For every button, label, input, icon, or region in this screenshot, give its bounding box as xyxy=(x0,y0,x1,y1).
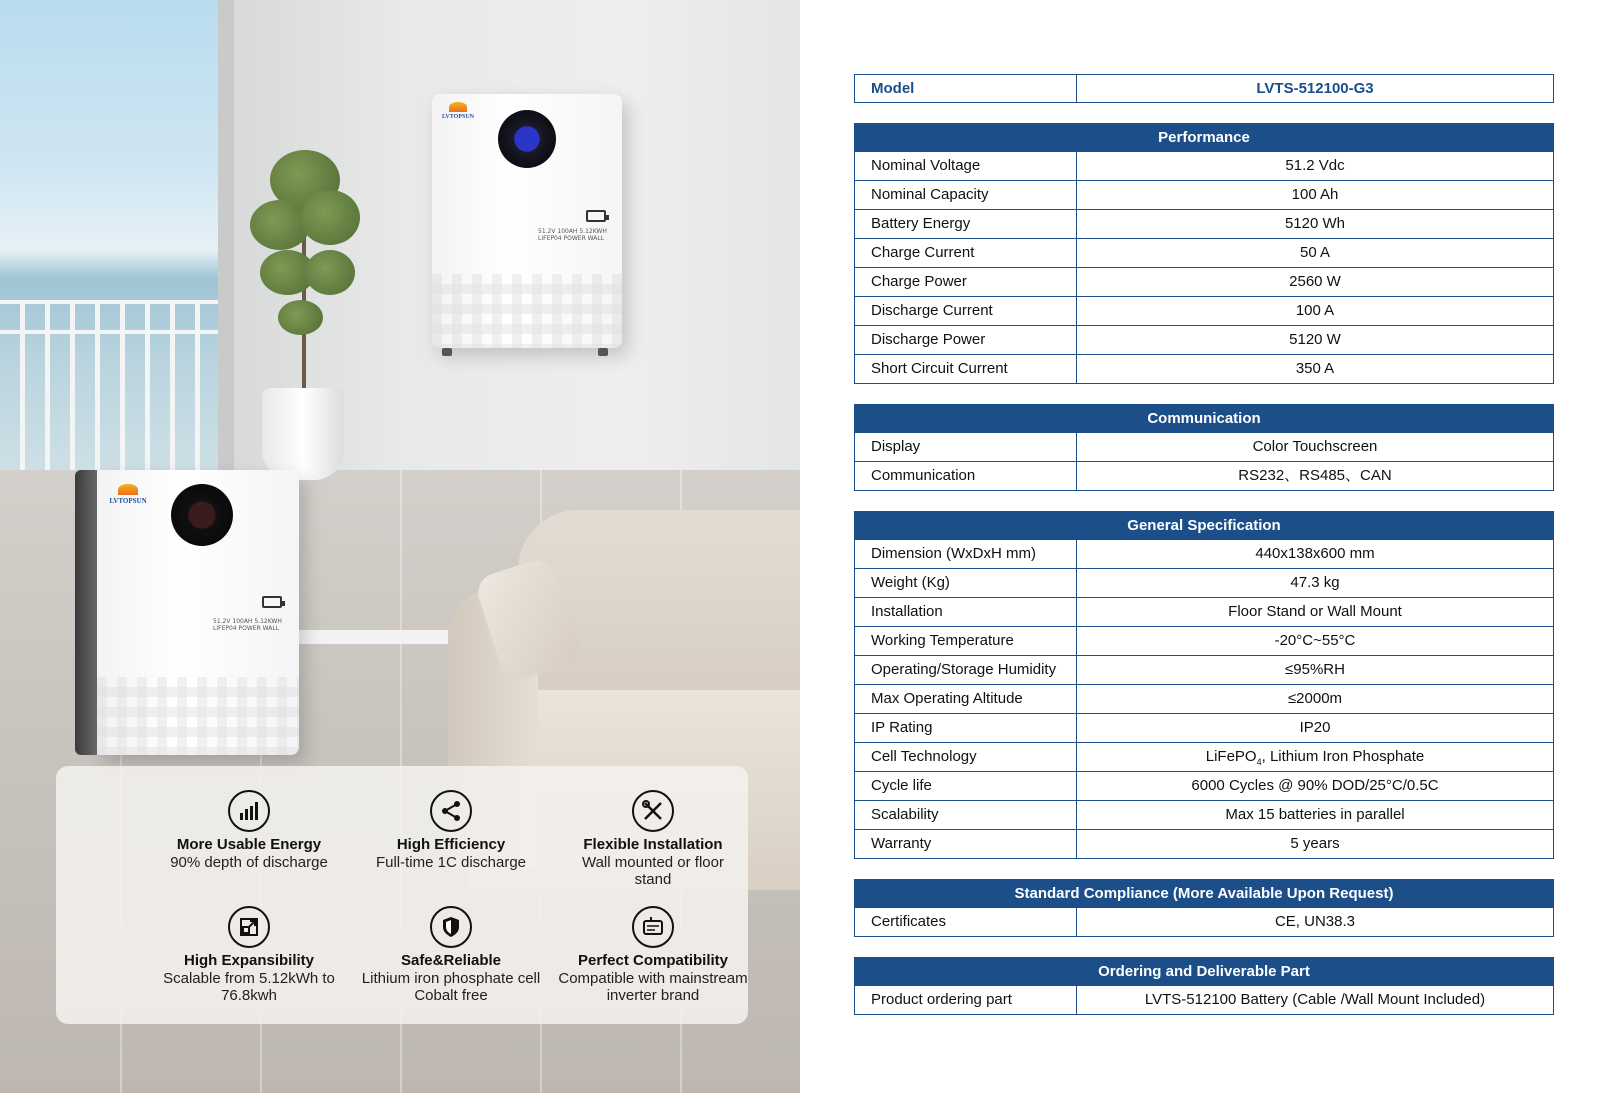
unit-spec-label: 51.2V 100AH 5.12KWH xyxy=(538,228,607,235)
feature-expansibility: High Expansibility Scalable from 5.12kWh to 76.8kwh xyxy=(144,906,354,1004)
model-label: Model xyxy=(855,75,1077,102)
spec-row xyxy=(854,268,1554,297)
bar-chart-icon xyxy=(228,790,270,832)
tools-icon xyxy=(632,790,674,832)
floor-standing-battery xyxy=(97,470,299,755)
battery-icon xyxy=(262,596,282,608)
spec-label: Nominal Capacity xyxy=(855,181,1077,209)
spec-row xyxy=(854,598,1554,627)
spec-label: Warranty xyxy=(855,830,1077,858)
specification-table xyxy=(854,74,1554,1015)
spec-label: Discharge Current xyxy=(855,297,1077,325)
spec-label: Charge Current xyxy=(855,239,1077,267)
spec-row xyxy=(854,239,1554,268)
display-screen xyxy=(498,110,556,168)
model-value: LVTS-512100-G3 xyxy=(1256,80,1374,97)
inverter-icon xyxy=(632,906,674,948)
spec-value: 5 years xyxy=(1290,835,1340,852)
spec-label: Discharge Power xyxy=(855,326,1077,354)
model-row xyxy=(854,74,1554,103)
spec-value: LiFePO$_4$, Lithium Iron Phosphate xyxy=(1205,748,1425,767)
spec-sections xyxy=(854,123,1554,1015)
spec-row xyxy=(854,801,1554,830)
spec-label: Operating/Storage Humidity xyxy=(855,656,1077,684)
spec-row xyxy=(854,540,1554,569)
spec-value: 51.2 Vdc xyxy=(1285,157,1345,174)
spec-section xyxy=(854,957,1554,1015)
spec-value: 100 Ah xyxy=(1291,186,1339,203)
unit-spec-label: 51.2V 100AH 5.12KWH xyxy=(213,618,282,625)
spec-row xyxy=(854,830,1554,859)
spec-label: Installation xyxy=(855,598,1077,626)
spec-section xyxy=(854,404,1554,491)
feature-panel xyxy=(56,766,748,1024)
spec-value: RS232、RS485、CAN xyxy=(1238,467,1392,484)
spec-label: Cycle life xyxy=(855,772,1077,800)
section-header: Standard Compliance (More Available Upon Request) xyxy=(854,879,1554,908)
spec-value: 100 A xyxy=(1295,302,1335,319)
spec-value: IP20 xyxy=(1299,719,1331,736)
section-header: Performance xyxy=(854,123,1554,152)
spec-label: Product ordering part xyxy=(855,986,1077,1014)
window-view xyxy=(0,0,230,480)
spec-row xyxy=(854,772,1554,801)
spec-row xyxy=(854,685,1554,714)
battery-icon xyxy=(586,210,606,222)
spec-label: Display xyxy=(855,433,1077,461)
spec-row xyxy=(854,714,1554,743)
spec-row xyxy=(854,355,1554,384)
unit-type-label: LIFEP04 POWER WALL xyxy=(213,625,280,633)
spec-value: 2560 W xyxy=(1289,273,1341,290)
spec-value: 440x138x600 mm xyxy=(1255,545,1375,562)
spec-row xyxy=(854,627,1554,656)
spec-value: 6000 Cycles @ 90% DOD/25°C/0.5C xyxy=(1191,777,1439,794)
feature-usable-energy: More Usable Energy 90% depth of discharge xyxy=(144,790,354,871)
spec-value: 50 A xyxy=(1299,244,1331,261)
brand-logo: LVTOPSUN xyxy=(438,102,478,120)
spec-row xyxy=(854,656,1554,685)
spec-value: 350 A xyxy=(1295,360,1335,377)
wall-mounted-battery xyxy=(432,94,622,348)
shield-icon xyxy=(430,906,472,948)
spec-value: Max 15 batteries in parallel xyxy=(1225,806,1405,823)
spec-section xyxy=(854,879,1554,937)
feature-compatibility: Perfect Compatibility Compatible with mainstream inverter brand xyxy=(548,906,758,1004)
spec-value: 5120 Wh xyxy=(1284,215,1346,232)
spec-row xyxy=(854,569,1554,598)
spec-label: Battery Energy xyxy=(855,210,1077,238)
spec-row xyxy=(854,462,1554,491)
brand-logo: LVTOPSUN xyxy=(105,484,151,505)
spec-row xyxy=(854,210,1554,239)
spec-value: Floor Stand or Wall Mount xyxy=(1228,603,1402,620)
spec-value: ≤95%RH xyxy=(1285,661,1345,678)
spec-row xyxy=(854,152,1554,181)
spec-row xyxy=(854,297,1554,326)
spec-label: Dimension (WxDxH mm) xyxy=(855,540,1077,568)
spec-value: Color Touchscreen xyxy=(1252,438,1378,455)
feature-safe-reliable: Safe&Reliable Lithium iron phosphate cell Cobalt free xyxy=(346,906,556,1004)
spec-label: Weight (Kg) xyxy=(855,569,1077,597)
spec-value: CE, UN38.3 xyxy=(1274,913,1356,930)
spec-label: Working Temperature xyxy=(855,627,1077,655)
spec-row xyxy=(854,986,1554,1015)
spec-section xyxy=(854,123,1554,384)
spec-row xyxy=(854,433,1554,462)
section-header: Communication xyxy=(854,404,1554,433)
spec-label: Cell Technology xyxy=(855,743,1077,771)
share-nodes-icon xyxy=(430,790,472,832)
spec-label: Charge Power xyxy=(855,268,1077,296)
spec-label: Short Circuit Current xyxy=(855,355,1077,383)
display-screen xyxy=(171,484,233,546)
spec-label: Communication xyxy=(855,462,1077,490)
spec-value: LVTS-512100 Battery (Cable /Wall Mount Included) xyxy=(1144,991,1486,1008)
spec-value: ≤2000m xyxy=(1287,690,1343,707)
spec-value: 5120 W xyxy=(1289,331,1341,348)
spec-row xyxy=(854,743,1554,772)
spec-value: -20°C~55°C xyxy=(1274,632,1356,649)
spec-label: Nominal Voltage xyxy=(855,152,1077,180)
expand-icon xyxy=(228,906,270,948)
section-header: General Specification xyxy=(854,511,1554,540)
feature-efficiency: High Efficiency Full-time 1C discharge xyxy=(346,790,556,871)
spec-label: Certificates xyxy=(855,908,1077,936)
spec-row xyxy=(854,326,1554,355)
spec-row xyxy=(854,908,1554,937)
spec-label: Max Operating Altitude xyxy=(855,685,1077,713)
spec-label: Scalability xyxy=(855,801,1077,829)
plant-pot xyxy=(262,388,344,480)
section-header: Ordering and Deliverable Part xyxy=(854,957,1554,986)
spec-label: IP Rating xyxy=(855,714,1077,742)
spec-row xyxy=(854,181,1554,210)
unit-type-label: LIFEP04 POWER WALL xyxy=(538,235,605,243)
feature-installation: Flexible Installation Wall mounted or floor stand xyxy=(548,790,758,888)
spec-section xyxy=(854,511,1554,859)
spec-value: 47.3 kg xyxy=(1290,574,1340,591)
